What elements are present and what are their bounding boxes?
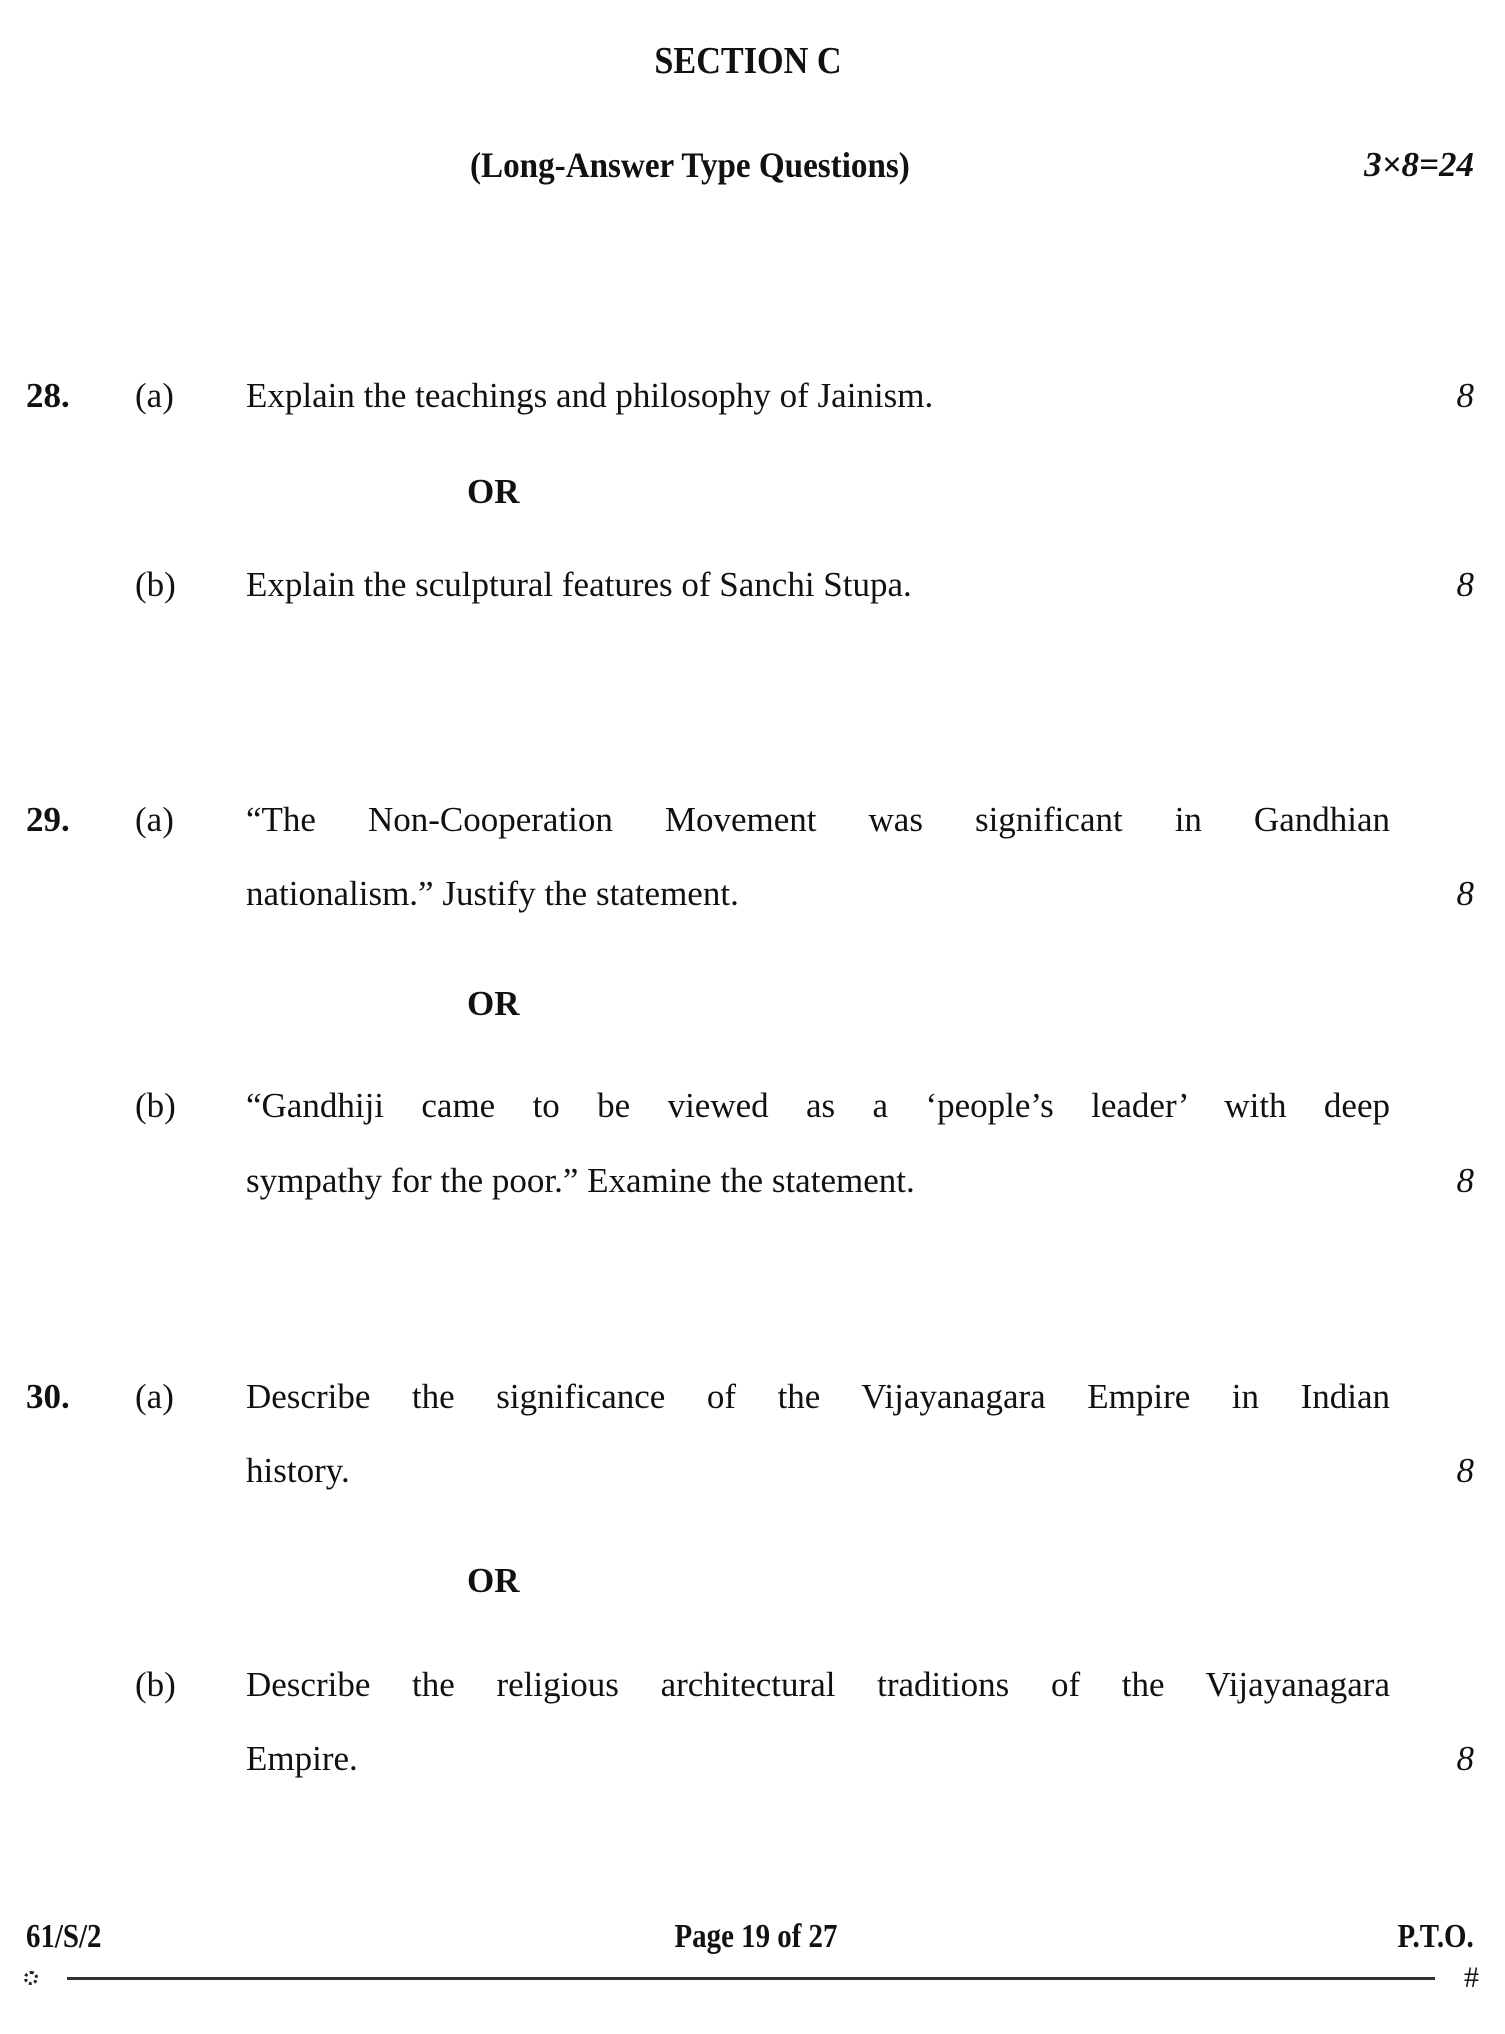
option-label: (b) bbox=[135, 565, 176, 604]
option-label: (b) bbox=[135, 1665, 176, 1704]
question-text: history. bbox=[246, 1451, 350, 1490]
option-label: (a) bbox=[135, 1377, 174, 1416]
question-marks: 8 bbox=[1456, 874, 1474, 913]
question-marks: 8 bbox=[1456, 1451, 1474, 1490]
question-text: sympathy for the poor.” Examine the statement. bbox=[246, 1161, 915, 1200]
question-number: 28. bbox=[26, 376, 70, 415]
question-text: nationalism.” Justify the statement. bbox=[246, 874, 739, 913]
paper-code: 61/S/2 bbox=[26, 1918, 102, 1955]
question-marks: 8 bbox=[1456, 565, 1474, 604]
or-label: OR bbox=[467, 1561, 520, 1600]
option-label: (a) bbox=[135, 800, 174, 839]
question-marks: 8 bbox=[1456, 376, 1474, 415]
question-text: “Gandhiji came to be viewed as a ‘people’s leader’ with deep bbox=[246, 1086, 1390, 1125]
page-number: Page 19 of 27 bbox=[674, 1918, 838, 1955]
footer-divider bbox=[67, 1977, 1435, 1980]
question-text: Explain the sculptural features of Sanchi Stupa. bbox=[246, 565, 912, 604]
section-title: SECTION C bbox=[654, 40, 842, 82]
question-text: Explain the teachings and philosophy of Jainism. bbox=[246, 376, 934, 415]
question-text: Describe the religious architectural traditions of the Vijayanagara bbox=[246, 1665, 1390, 1704]
option-label: (b) bbox=[135, 1086, 176, 1125]
question-number: 30. bbox=[26, 1377, 70, 1416]
flower-icon bbox=[24, 1971, 38, 1985]
or-label: OR bbox=[467, 472, 520, 511]
question-text: “The Non-Cooperation Movement was significant in Gandhian bbox=[246, 800, 1390, 839]
question-number: 29. bbox=[26, 800, 70, 839]
question-marks: 8 bbox=[1456, 1739, 1474, 1778]
option-label: (a) bbox=[135, 376, 174, 415]
or-label: OR bbox=[467, 984, 520, 1023]
question-marks: 8 bbox=[1456, 1161, 1474, 1200]
hash-mark: # bbox=[1464, 1961, 1479, 1994]
question-text: Describe the significance of the Vijayanagara Empire in Indian bbox=[246, 1377, 1390, 1416]
section-subtitle: (Long-Answer Type Questions) bbox=[470, 145, 910, 185]
section-marks-total: 3×8=24 bbox=[1364, 145, 1474, 184]
pto-label: P.T.O. bbox=[1397, 1918, 1474, 1955]
question-text: Empire. bbox=[246, 1739, 358, 1778]
